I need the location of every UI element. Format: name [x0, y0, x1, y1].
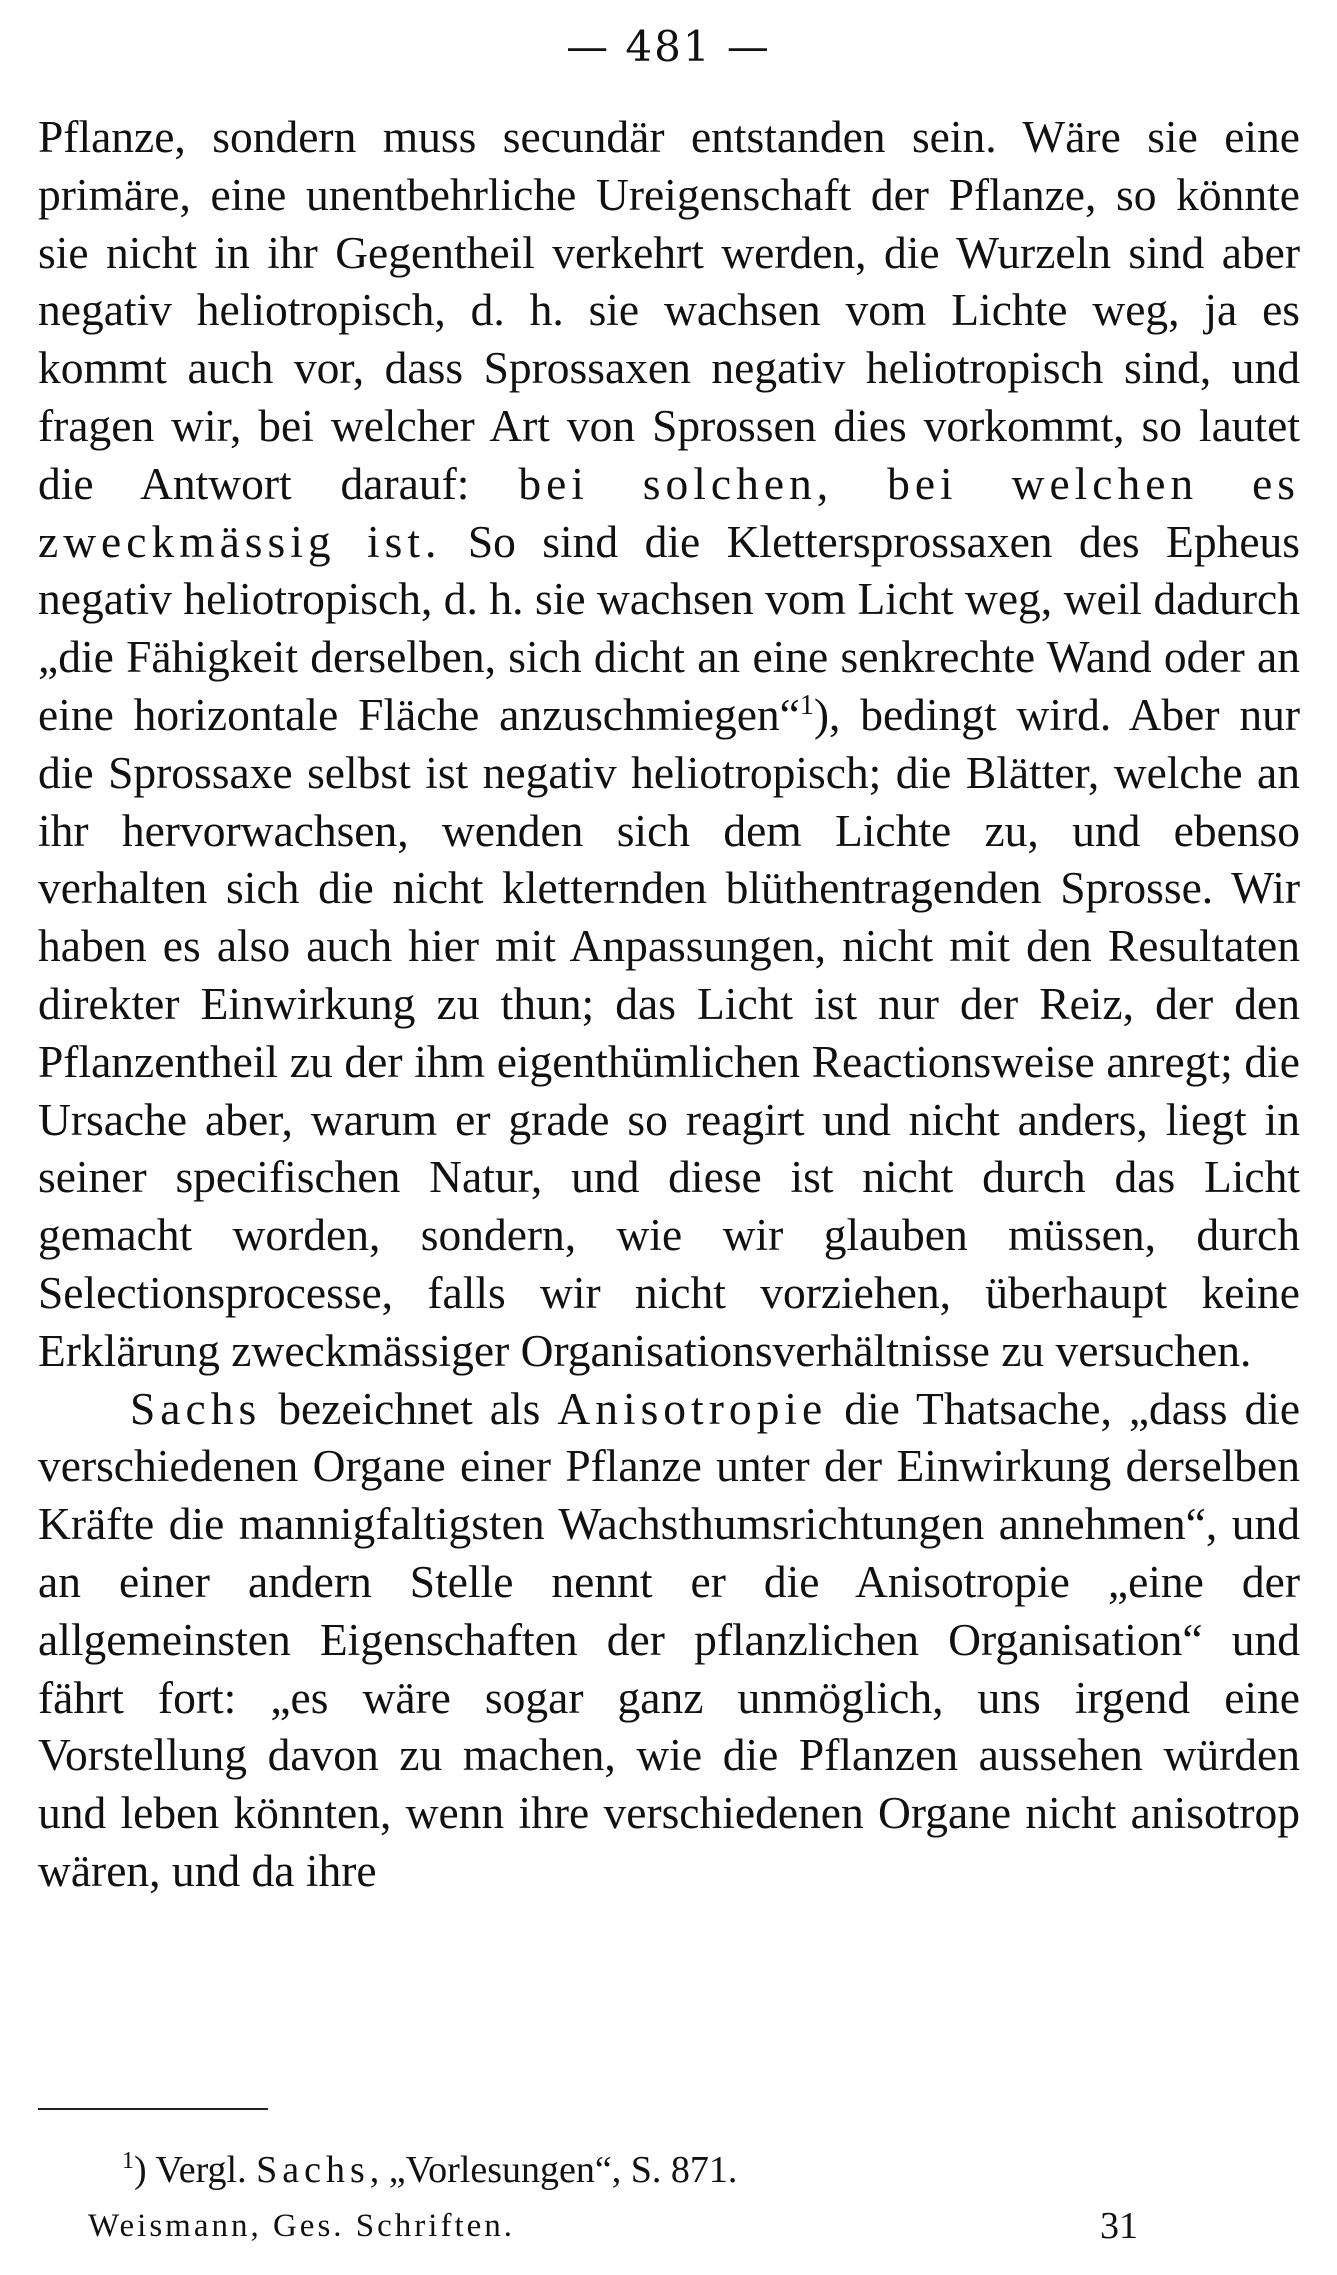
paragraph-1-emphasis: bei solchen, bei welchen es zweckmässig ist.: [38, 457, 1300, 567]
body-text: [38, 108, 1300, 1900]
paragraph-2: [38, 1380, 1300, 1900]
footnote-author-sachs: Sachs: [256, 2149, 370, 2191]
sheet-number: 31: [1100, 2205, 1138, 2247]
author-name-sachs: Sachs: [130, 1382, 262, 1434]
footnote-text-a: ) Vergl.: [134, 2149, 247, 2191]
footnote-divider: [38, 2108, 268, 2110]
paragraph-1: [38, 108, 1300, 1380]
paragraph-2-text-a: bezeichnet als: [278, 1382, 541, 1434]
footnote-reference: 1: [799, 689, 814, 721]
paragraph-2-text-b: die Thatsache, „dass die verschiedenen Organe einer Pflanze unter der Einwirkung derselben Kräfte die mannigfaltigsten Wachsthumsrichtungen annehmen“, und an einer andern Stelle nennt er die Anisotropie „eine der allgemeinsten Eigenschaften der pflanzlichen Organisation“ und fährt fort: „es wäre sogar ganz unmöglich, uns irgend eine Vorstellung davon zu machen, wie die Pflanzen aussehen würden und leben könnten, wenn ihre verschiedenen Organe nicht anisotrop wären, und da ihre: [38, 1382, 1301, 1896]
footnote: [122, 2148, 737, 2192]
term-anisotropie: Anisotropie: [557, 1382, 828, 1434]
footnote-text-b: , „Vorlesungen“, S. 871.: [369, 2149, 738, 2191]
signature-line: Weismann, Ges. Schriften.: [88, 2208, 516, 2244]
paragraph-1-text-c: ), bedingt wird. Aber nur die Sprossaxe selbst ist negativ heliotropisch; die Blätter, welche an ihr hervorwachsen, wenden sich dem Lichte zu, und ebenso verhalten sich die nicht kletternden blüthentragenden Sprosse. Wir haben es also auch hier mit Anpassungen, nicht mit den Resultaten direkter Einwirkung zu thun; das Licht ist nur der Reiz, der den Pflanzentheil zu der ihm eigenthümlichen Reactionsweise anregt; die Ursache aber, warum er grade so reagirt und nicht anders, liegt in seiner specifischen Natur, und diese ist nicht durch das Licht gemacht worden, sondern, wie wir glauben müssen, durch Selectionsprocesse, falls wir nicht vorziehen, überhaupt keine Erklärung zweckmässiger Organisationsverhältnisse zu versuchen.: [38, 688, 1300, 1376]
page-number: — 481 —: [566, 22, 771, 71]
paragraph-1-text-b: So sind die Klettersprossaxen des Epheus negativ heliotropisch, d. h. sie wachsen vom Licht weg, weil dadurch „die Fähigkeit derselben, sich dicht an eine senkrechte Wand oder an eine horizontale Fläche anzuschmiegen“: [38, 515, 1301, 740]
paragraph-1-text-a: Pflanze, sondern muss secundär entstanden sein. Wäre sie eine primäre, eine unentbehrliche Ureigenschaft der Pflanze, so könnte sie nicht in ihr Gegentheil verkehrt werden, die Wurzeln sind aber negativ heliotropisch, d. h. sie wachsen vom Lichte weg, ja es kommt auch vor, dass Sprossaxen negativ heliotropisch sind, und fragen wir, bei welcher Art von Sprossen dies vorkommt, so lautet die Antwort darauf:: [38, 111, 1300, 509]
footnote-marker: 1: [122, 2148, 134, 2174]
